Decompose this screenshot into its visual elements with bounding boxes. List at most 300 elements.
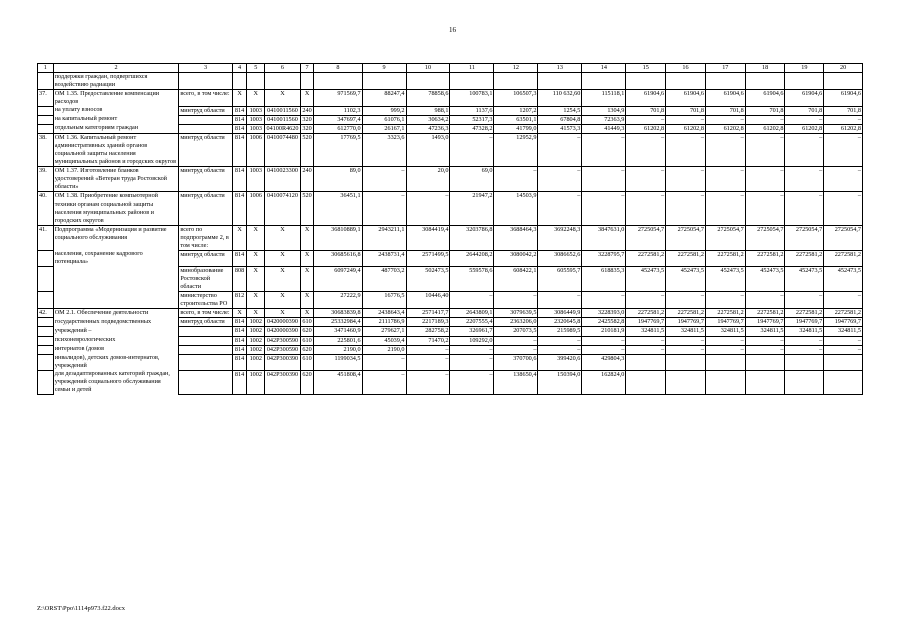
table-cell-col20: 452473,5 <box>824 267 863 292</box>
table-cell-col12: 1207,2 <box>494 106 538 115</box>
table-cell-col20: 324811,5 <box>824 327 863 336</box>
table-cell-col3: всего по подпрограмме 2, в том числе: <box>179 225 232 250</box>
table-cell-col9: 45039,4 <box>362 336 406 345</box>
table-cell-col5: 1003 <box>247 167 265 192</box>
table-cell-col4: 814 <box>232 192 247 225</box>
table-cell-col12: 2363206,0 <box>494 318 538 327</box>
table-cell-col6: 0420000390 <box>265 318 301 327</box>
table-cell-col8: 971569,7 <box>314 90 362 107</box>
table-cell-col19: – <box>785 115 824 124</box>
table-cell-col14: 3847631,0 <box>582 225 626 250</box>
table-cell-col8: 17769,5 <box>314 134 362 167</box>
table-cell-col10: 1493,0 <box>406 134 450 167</box>
table-cell-col13: 605595,7 <box>538 267 582 292</box>
table-cell-col11: 1137,6 <box>450 106 494 115</box>
table-cell-col17 <box>705 354 745 370</box>
table-cell-col3: всего, в том числе: <box>179 309 232 318</box>
table-cell-col3 <box>179 327 232 336</box>
table-cell-col13: 110 632,60 <box>538 90 582 107</box>
table-cell-col4: 808 <box>232 267 247 292</box>
table-cell-col19: 452473,5 <box>785 267 824 292</box>
table-cell-col20: – <box>824 336 863 345</box>
table-cell-col8: 36451,1 <box>314 192 362 225</box>
table-cell-col15: – <box>626 292 666 309</box>
table-cell-col4: Х <box>232 309 247 318</box>
budget-table <box>37 63 863 395</box>
table-cell-col12: 3080042,2 <box>494 250 538 266</box>
table-cell-col19: 701,8 <box>785 106 824 115</box>
table-cell-col1: 38. <box>38 134 54 167</box>
table-cell-col11: 559578,6 <box>450 267 494 292</box>
table-cell-col20: – <box>824 167 863 192</box>
table-cell-col20 <box>824 354 863 370</box>
table-cell-col1 <box>38 336 54 345</box>
table-cell-col15: – <box>626 345 666 354</box>
table-cell-col18 <box>745 354 785 370</box>
table-cell-col5: 1002 <box>247 318 265 327</box>
table-row <box>38 225 863 250</box>
table-cell-col18: – <box>745 192 785 225</box>
table-cell-col19 <box>785 73 824 90</box>
table-cell-col3: минтруд области <box>179 318 232 327</box>
table-cell-col14: 3228393,0 <box>582 309 626 318</box>
table-cell-col10: 988,1 <box>406 106 450 115</box>
table-cell-col13: – <box>538 345 582 354</box>
table-cell-col13: – <box>538 192 582 225</box>
table-cell-col3: всего, в том числе: <box>179 90 232 107</box>
table-header-row <box>38 64 863 73</box>
table-cell-col10: 2571417,7 <box>406 309 450 318</box>
table-cell-col19: 2272581,2 <box>785 309 824 318</box>
table-cell-col18: – <box>745 336 785 345</box>
table-row <box>38 106 863 115</box>
table-cell-col4: 814 <box>232 134 247 167</box>
table-cell-col8: 30685616,8 <box>314 250 362 266</box>
table-cell-col17: – <box>705 336 745 345</box>
table-row <box>38 345 863 354</box>
table-cell-col16: – <box>666 115 706 124</box>
table-cell-col1: 41. <box>38 225 54 250</box>
table-cell-col1 <box>38 370 54 394</box>
header-cell-11: 11 <box>450 64 494 73</box>
table-cell-col3 <box>179 345 232 354</box>
table-cell-col19: – <box>785 134 824 167</box>
header-cell-6: 6 <box>265 64 301 73</box>
table-cell-col11: – <box>450 370 494 394</box>
table-cell-col5: Х <box>247 292 265 309</box>
table-cell-col13: 1254,5 <box>538 106 582 115</box>
table-cell-col12: 138650,4 <box>494 370 538 394</box>
table-cell-col11: 3203786,8 <box>450 225 494 250</box>
table-cell-col6: 042P300590 <box>265 336 301 345</box>
table-cell-col10: 78858,6 <box>406 90 450 107</box>
table-cell-col18 <box>745 73 785 90</box>
table-cell-col8: 2190,0 <box>314 345 362 354</box>
table-cell-col20: 61202,8 <box>824 124 863 133</box>
table-cell-col16: – <box>666 336 706 345</box>
header-cell-15: 15 <box>626 64 666 73</box>
table-cell-col13: 41573,3 <box>538 124 582 133</box>
table-cell-col2: ОМ 1.36. Капитальный ремонт административных зданий органов социальной защиты населения муниципальных районов и городских округов <box>53 134 179 167</box>
table-cell-col7 <box>300 73 314 90</box>
table-cell-col13: 215989,5 <box>538 327 582 336</box>
table-cell-col4: Х <box>232 90 247 107</box>
table-cell-col5: 1002 <box>247 336 265 345</box>
table-row <box>38 327 863 336</box>
table-cell-col8: 1199034,5 <box>314 354 362 370</box>
table-cell-col10: 502473,5 <box>406 267 450 292</box>
table-cell-col20: – <box>824 192 863 225</box>
table-cell-col5: 1006 <box>247 134 265 167</box>
table-cell-col17: 61904,6 <box>705 90 745 107</box>
table-cell-col17: – <box>705 167 745 192</box>
table-cell-col1 <box>38 250 54 266</box>
table-cell-col11: 69,0 <box>450 167 494 192</box>
table-cell-col7: 320 <box>300 115 314 124</box>
table-row <box>38 250 863 266</box>
table-cell-col5: 1002 <box>247 345 265 354</box>
table-cell-col15: 324811,5 <box>626 327 666 336</box>
table-cell-col10: 20,0 <box>406 167 450 192</box>
table-cell-col10: – <box>406 192 450 225</box>
table-row <box>38 134 863 167</box>
table-cell-col13: 2320645,8 <box>538 318 582 327</box>
table-cell-col16: – <box>666 134 706 167</box>
table-cell-col1 <box>38 267 54 292</box>
table-cell-col12: 63501,1 <box>494 115 538 124</box>
table-cell-col16 <box>666 370 706 394</box>
table-cell-col6: Х <box>265 309 301 318</box>
table-cell-col15 <box>626 354 666 370</box>
table-cell-col12: 106507,3 <box>494 90 538 107</box>
table-cell-col2 <box>53 292 179 309</box>
table-cell-col1: 39. <box>38 167 54 192</box>
table-cell-col7: Х <box>300 90 314 107</box>
table-cell-col12: 207073,5 <box>494 327 538 336</box>
table-cell-col14: 210181,9 <box>582 327 626 336</box>
page-number: 16 <box>449 26 456 34</box>
table-row <box>38 318 863 327</box>
header-cell-2: 2 <box>53 64 179 73</box>
table-cell-col12: 12952,9 <box>494 134 538 167</box>
table-cell-col3 <box>179 336 232 345</box>
table-cell-col14: – <box>582 336 626 345</box>
table-cell-col14: 72363,9 <box>582 115 626 124</box>
table-cell-col7: Х <box>300 267 314 292</box>
table-cell-col18: 61202,8 <box>745 124 785 133</box>
table-cell-col1 <box>38 115 54 124</box>
table-cell-col3 <box>179 124 232 133</box>
table-cell-col9: 3323,6 <box>362 134 406 167</box>
table-cell-col20: 1947769,7 <box>824 318 863 327</box>
table-cell-col8: 6097249,4 <box>314 267 362 292</box>
table-cell-col8: 3471460,9 <box>314 327 362 336</box>
table-cell-col13: – <box>538 167 582 192</box>
table-cell-col8: 612770,0 <box>314 124 362 133</box>
table-cell-col7: 610 <box>300 318 314 327</box>
table-cell-col16: 452473,5 <box>666 267 706 292</box>
table-cell-col18: 701,8 <box>745 106 785 115</box>
table-cell-col18: 324811,5 <box>745 327 785 336</box>
table-cell-col18: 452473,5 <box>745 267 785 292</box>
table-cell-col6: Х <box>265 267 301 292</box>
table-cell-col16: 61202,8 <box>666 124 706 133</box>
table-cell-col6: 042P300590 <box>265 345 301 354</box>
table-cell-col11: – <box>450 292 494 309</box>
header-cell-13: 13 <box>538 64 582 73</box>
table-cell-col17: – <box>705 292 745 309</box>
table-cell-col12: – <box>494 167 538 192</box>
table-cell-col19: 2272581,2 <box>785 250 824 266</box>
table-cell-col9: 279627,1 <box>362 327 406 336</box>
table-cell-col13: 150394,0 <box>538 370 582 394</box>
table-cell-col6: 042P300390 <box>265 370 301 394</box>
table-cell-col11: – <box>450 345 494 354</box>
header-cell-8: 8 <box>314 64 362 73</box>
table-row <box>38 267 863 292</box>
table-cell-col10: 282758,2 <box>406 327 450 336</box>
table-cell-col14: – <box>582 292 626 309</box>
table-cell-col6: Х <box>265 292 301 309</box>
table-cell-col2: поддержки граждан, подвергшихся воздействию радиации <box>53 73 179 90</box>
table-cell-col1 <box>38 124 54 133</box>
table-cell-col15: 61202,8 <box>626 124 666 133</box>
table-cell-col5: Х <box>247 250 265 266</box>
table-cell-col19: – <box>785 167 824 192</box>
header-cell-16: 16 <box>666 64 706 73</box>
table-cell-col14 <box>582 73 626 90</box>
table-cell-col14: 618835,3 <box>582 267 626 292</box>
table-cell-col3 <box>179 370 232 394</box>
table-cell-col1 <box>38 106 54 115</box>
table-row <box>38 115 863 124</box>
table-cell-col6 <box>265 73 301 90</box>
table-cell-col7: Х <box>300 292 314 309</box>
table-cell-col16: 2272581,2 <box>666 309 706 318</box>
table-cell-col12: 14503,9 <box>494 192 538 225</box>
table-cell-col13: 3692248,3 <box>538 225 582 250</box>
table-cell-col19: 61904,6 <box>785 90 824 107</box>
table-cell-col18: 2725054,7 <box>745 225 785 250</box>
table-cell-col14: – <box>582 345 626 354</box>
table-cell-col19: 324811,5 <box>785 327 824 336</box>
table-cell-col15: – <box>626 134 666 167</box>
table-cell-col5: Х <box>247 309 265 318</box>
table-cell-col3: министерство строительства РО <box>179 292 232 309</box>
table-cell-col20: 2725054,7 <box>824 225 863 250</box>
table-cell-col14: 3228795,7 <box>582 250 626 266</box>
table-cell-col17: 701,8 <box>705 106 745 115</box>
table-cell-col14: – <box>582 192 626 225</box>
table-cell-col10: 10446,40 <box>406 292 450 309</box>
table-cell-col9: – <box>362 370 406 394</box>
table-cell-col3 <box>179 115 232 124</box>
table-cell-col9: 2943211,1 <box>362 225 406 250</box>
table-cell-col4: 814 <box>232 336 247 345</box>
header-cell-14: 14 <box>582 64 626 73</box>
table-cell-col9: 61076,1 <box>362 115 406 124</box>
table-cell-col13: 67804,8 <box>538 115 582 124</box>
table-cell-col11: 109292,0 <box>450 336 494 345</box>
table-row <box>38 124 863 133</box>
table-cell-col3: минтруд области <box>179 106 232 115</box>
table-cell-col18: 1947769,7 <box>745 318 785 327</box>
table-cell-col19: 2725054,7 <box>785 225 824 250</box>
table-row <box>38 73 863 90</box>
table-cell-col7: 520 <box>300 192 314 225</box>
table-cell-col10: 2571499,5 <box>406 250 450 266</box>
table-cell-col7: 620 <box>300 370 314 394</box>
table-cell-col12: 608422,1 <box>494 267 538 292</box>
table-cell-col16: 1947769,7 <box>666 318 706 327</box>
table-cell-col5 <box>247 73 265 90</box>
table-cell-col19: 61202,8 <box>785 124 824 133</box>
table-cell-col11 <box>450 73 494 90</box>
table-cell-col7: Х <box>300 225 314 250</box>
table-cell-col10: – <box>406 370 450 394</box>
table-cell-col7: 610 <box>300 336 314 345</box>
table-cell-col17: – <box>705 115 745 124</box>
table-cell-col20: 2272581,2 <box>824 250 863 266</box>
table-cell-col12: – <box>494 292 538 309</box>
table-cell-col1 <box>38 73 54 90</box>
table-cell-col13: 399420,6 <box>538 354 582 370</box>
table-cell-col2: населения, сохранение кадрового потенциала» <box>53 250 179 266</box>
table-cell-col15: 452473,5 <box>626 267 666 292</box>
table-cell-col19 <box>785 354 824 370</box>
table-cell-col11: 52317,3 <box>450 115 494 124</box>
table-cell-col11: – <box>450 354 494 370</box>
table-cell-col9 <box>362 73 406 90</box>
table-cell-col14: 115118,1 <box>582 90 626 107</box>
table-cell-col4: 814 <box>232 318 247 327</box>
table-cell-col8: 27222,9 <box>314 292 362 309</box>
table-cell-col4: 814 <box>232 327 247 336</box>
table-body <box>38 73 863 395</box>
table-cell-col20: – <box>824 134 863 167</box>
table-cell-col8: 25332984,4 <box>314 318 362 327</box>
table-cell-col16: – <box>666 167 706 192</box>
table-cell-col9: 26167,1 <box>362 124 406 133</box>
table-cell-col4: 814 <box>232 167 247 192</box>
table-cell-col4: 814 <box>232 345 247 354</box>
table-cell-col2: на капитальный ремонт <box>53 115 179 124</box>
table-cell-col17 <box>705 370 745 394</box>
table-cell-col5: 1002 <box>247 327 265 336</box>
table-cell-col19: 1947769,7 <box>785 318 824 327</box>
table-cell-col11: – <box>450 134 494 167</box>
table-cell-col4 <box>232 73 247 90</box>
table-cell-col2: на уплату взносов <box>53 106 179 115</box>
table-cell-col5: Х <box>247 267 265 292</box>
table-cell-col9: 88247,4 <box>362 90 406 107</box>
table-cell-col2: отдельным категориям граждан <box>53 124 179 133</box>
header-cell-10: 10 <box>406 64 450 73</box>
table-cell-col14: – <box>582 134 626 167</box>
table-cell-col6: 0420000390 <box>265 327 301 336</box>
table-cell-col7: 620 <box>300 327 314 336</box>
table-cell-col1 <box>38 345 54 354</box>
table-cell-col3: минтруд области <box>179 250 232 266</box>
table-cell-col17: 324811,5 <box>705 327 745 336</box>
table-cell-col16: 2272581,2 <box>666 250 706 266</box>
table-cell-col9: 2190,0 <box>362 345 406 354</box>
table-cell-col15: 61904,6 <box>626 90 666 107</box>
table-cell-col14: 41449,3 <box>582 124 626 133</box>
table-cell-col8: 451808,4 <box>314 370 362 394</box>
table-cell-col15 <box>626 370 666 394</box>
table-cell-col15: – <box>626 115 666 124</box>
table-cell-col5: Х <box>247 90 265 107</box>
table-cell-col14: 2425582,8 <box>582 318 626 327</box>
table-cell-col13: – <box>538 134 582 167</box>
table-cell-col17: 2272581,2 <box>705 309 745 318</box>
table-cell-col6: 0410011560 <box>265 106 301 115</box>
table-row <box>38 167 863 192</box>
header-cell-17: 17 <box>705 64 745 73</box>
table-cell-col6: 0410074120 <box>265 192 301 225</box>
table-cell-col2: инвалидов), детских домов-интернатов, учреждений <box>53 354 179 370</box>
table-cell-col14: – <box>582 167 626 192</box>
table-cell-col12: 370700,6 <box>494 354 538 370</box>
table-cell-col6: 0410023300 <box>265 167 301 192</box>
footer-path: Z:\ORST\Ppo\1114p973.f22.docx <box>37 605 125 612</box>
table-cell-col20: – <box>824 345 863 354</box>
table-cell-col8: 347697,4 <box>314 115 362 124</box>
table-cell-col15: – <box>626 336 666 345</box>
table-cell-col16: 701,8 <box>666 106 706 115</box>
table-cell-col18: 2272581,2 <box>745 250 785 266</box>
table-cell-col1: 42. <box>38 309 54 318</box>
table-cell-col2: ОМ 1.35. Предоставление компенсации расходов <box>53 90 179 107</box>
table-cell-col12: – <box>494 345 538 354</box>
table-cell-col5: 1003 <box>247 106 265 115</box>
table-cell-col15: 2272581,2 <box>626 250 666 266</box>
table-cell-col10: – <box>406 345 450 354</box>
table-cell-col15: – <box>626 167 666 192</box>
table-cell-col2: ОМ 1.38. Приобретение компьютерной техники органам социальной защиты населения муниципальных районов и городских округов <box>53 192 179 225</box>
table-cell-col6: 0410074480 <box>265 134 301 167</box>
table-cell-col18: – <box>745 345 785 354</box>
table-cell-col17: 2272581,2 <box>705 250 745 266</box>
table-cell-col9: 487703,2 <box>362 267 406 292</box>
table-cell-col11: 100783,1 <box>450 90 494 107</box>
table-cell-col4: 814 <box>232 354 247 370</box>
table-cell-col17: 452473,5 <box>705 267 745 292</box>
table-cell-col13: – <box>538 292 582 309</box>
table-cell-col5: 1003 <box>247 124 265 133</box>
table-cell-col14: 429804,3 <box>582 354 626 370</box>
table-cell-col15: – <box>626 192 666 225</box>
table-cell-col3: минтруд области <box>179 134 232 167</box>
header-cell-7: 7 <box>300 64 314 73</box>
table-cell-col3 <box>179 354 232 370</box>
table-cell-col4: 814 <box>232 115 247 124</box>
table-cell-col8: 89,0 <box>314 167 362 192</box>
table-cell-col13: – <box>538 336 582 345</box>
table-cell-col8: 30683839,8 <box>314 309 362 318</box>
table-cell-col3 <box>179 73 232 90</box>
table-cell-col1: 40. <box>38 192 54 225</box>
table-cell-col5: 1006 <box>247 192 265 225</box>
table-cell-col3: минобразование Ростовской области <box>179 267 232 292</box>
table-cell-col4: 814 <box>232 124 247 133</box>
table-cell-col3: минтруд области <box>179 192 232 225</box>
table-cell-col2: интернатов (домов <box>53 345 179 354</box>
table-cell-col7: 620 <box>300 345 314 354</box>
table-cell-col15: 2725054,7 <box>626 225 666 250</box>
table-cell-col11: 326961,7 <box>450 327 494 336</box>
